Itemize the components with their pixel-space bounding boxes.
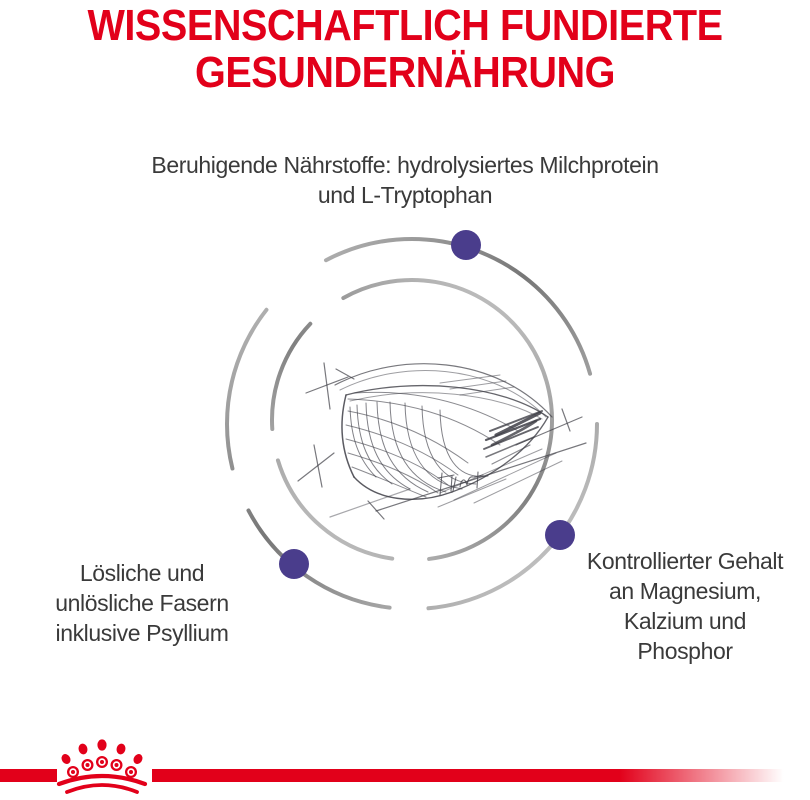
mesh-contours [350,402,488,492]
footer-stripe-left [0,769,57,782]
page-title [41,2,770,96]
benefit-left-line-3: inklusive Psyllium [55,619,229,646]
benefit-label-left [18,559,266,649]
crown-base-arcs [59,776,145,792]
benefit-right-line-4: Phosphor [637,637,733,664]
benefit-right-line-3: Kalzium und [623,607,747,634]
royal-canin-crown-logo [52,735,152,797]
benefit-top-line-1: Beruhigende Nährstoffe: hydrolysiertes Milchprotein [151,152,659,178]
orbit-circles [227,239,597,609]
kibble-sketch [298,363,586,519]
benefit-right-line-2: an Magnesium, [608,577,762,604]
marker-dot-left [279,549,309,579]
benefit-top-line-2: und L-Tryptophan [317,181,493,208]
footer-stripe-right [152,769,810,782]
page-title-line-2: GESUNDERNÄHRUNG [194,48,616,98]
marker-dot-top [451,230,481,260]
benefit-right-line-1: Kontrollierter Gehalt [586,548,784,574]
benefit-label-top [0,151,810,211]
benefit-left-line-1: Lösliche und [79,560,205,586]
page-title-line-1: WISSENSCHAFTLICH FUNDIERTE [87,1,723,50]
outer-orbit-circle [227,239,597,609]
benefit-label-right [560,547,810,667]
marker-dot-right [545,520,575,550]
benefit-left-line-2: unlösliche Fasern [55,589,229,616]
